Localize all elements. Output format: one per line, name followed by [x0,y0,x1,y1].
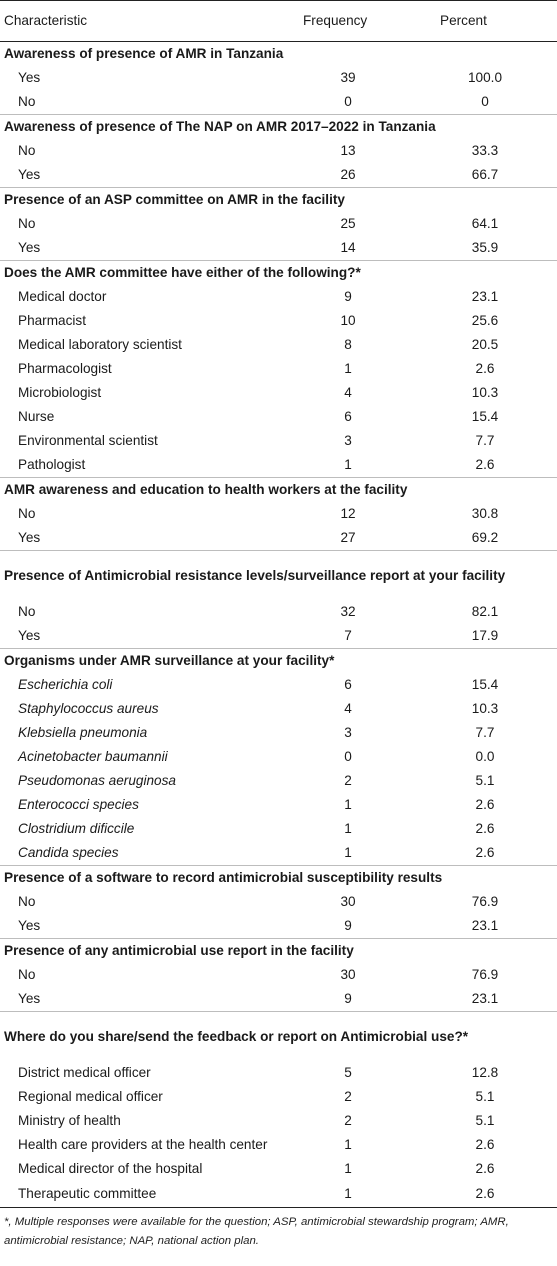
row-label: Medical director of the hospital [18,1161,203,1176]
row-percent: 100.0 [467,70,503,85]
table-row [0,624,557,649]
row-percent: 20.5 [471,337,499,352]
row-label: Ministry of health [18,1113,121,1128]
row-percent: 76.9 [471,967,499,982]
section-header-row [0,649,557,674]
row-frequency: 3 [344,725,352,740]
row-percent: 30.8 [471,506,499,521]
section-header-row [0,866,557,891]
section-title: Where do you share/send the feedback or report on Antimicrobial use?* [0,1012,557,1062]
row-frequency: 10 [340,313,356,328]
row-frequency: 1 [344,1137,352,1152]
section-header-row [0,1012,557,1062]
table-row [0,963,557,987]
table-row [0,333,557,357]
row-frequency: 4 [344,385,352,400]
section-header-row [0,115,557,140]
row-label: Yes [18,530,41,545]
row-frequency: 3 [344,433,352,448]
row-frequency: 6 [344,409,352,424]
row-percent: 76.9 [471,894,499,909]
row-frequency: 2 [344,1089,352,1104]
table-row [0,1061,557,1085]
row-label: Health care providers at the health center [18,1137,268,1152]
row-frequency: 9 [344,918,352,933]
row-frequency: 1 [344,821,352,836]
row-percent: 69.2 [471,530,499,545]
row-label: No [18,506,36,521]
table-row [0,987,557,1012]
table-row [0,1085,557,1109]
table-row [0,405,557,429]
row-percent: 0 [481,94,489,109]
table-row [0,1157,557,1181]
table-row [0,1133,557,1157]
row-label: Yes [18,167,41,182]
header-percent: Percent [413,1,557,42]
row-frequency: 1 [344,1161,352,1176]
row-frequency: 14 [340,240,356,255]
row-label: No [18,967,36,982]
table-row [0,769,557,793]
row-percent: 0.0 [475,749,495,764]
row-label: Yes [18,991,41,1006]
row-percent: 15.4 [471,409,499,424]
row-percent: 82.1 [471,604,499,619]
row-frequency: 1 [283,1181,413,1208]
row-label: No [18,604,36,619]
table-row [0,697,557,721]
section-title: Presence of a software to record antimicrobial susceptibility results [0,866,557,891]
row-percent: 2.6 [475,1137,495,1152]
row-percent: 2.6 [475,845,495,860]
row-percent: 5.1 [475,773,495,788]
section-header-row [0,261,557,286]
row-percent: 15.4 [471,677,499,692]
row-frequency: 6 [344,677,352,692]
section-header-row [0,188,557,213]
table-row [0,381,557,405]
row-frequency: 5 [344,1065,352,1080]
table-row [0,285,557,309]
row-frequency: 30 [340,967,356,982]
table-header [0,1,557,42]
table-row [0,793,557,817]
table-row [0,841,557,866]
row-label: Nurse [18,409,55,424]
row-label: Enterococci species [18,797,139,812]
row-label: No [18,143,36,158]
row-frequency: 1 [344,457,352,472]
row-percent: 7.7 [475,725,495,740]
header-row [0,1,557,42]
row-label: Yes [18,70,41,85]
row-label: No [18,216,36,231]
row-percent: 5.1 [475,1089,495,1104]
row-percent: 7.7 [475,433,495,448]
table-row [0,236,557,261]
row-frequency: 1 [344,797,352,812]
row-percent: 23.1 [471,991,499,1006]
row-frequency: 25 [340,216,356,231]
row-label: Pseudomonas aeruginosa [18,773,176,788]
section-header-row [0,551,557,601]
row-frequency: 13 [340,143,356,158]
row-percent: 2.6 [413,1181,557,1208]
section-title: Awareness of presence of AMR in Tanzania [4,46,284,61]
row-frequency: 7 [344,628,352,643]
table-row [0,163,557,188]
row-percent: 2.6 [475,457,495,472]
row-percent: 35.9 [471,240,499,255]
row-label: Staphylococcus aureus [18,701,159,716]
table-row [0,212,557,236]
table-row [0,745,557,769]
row-label: Pharmacologist [18,361,112,376]
row-label: Environmental scientist [18,433,158,448]
row-label: Yes [18,918,41,933]
row-percent: 10.3 [471,385,499,400]
row-label: Medical laboratory scientist [18,337,182,352]
table-footnote: *, Multiple responses were available for the question; ASP, antimicrobial stewardship program; AMR, antimicrobial resistance; NAP, national action plan. [4,1216,509,1247]
row-percent: 33.3 [471,143,499,158]
row-frequency: 1 [344,845,352,860]
section-title: AMR awareness and education to health workers at the facility [0,478,557,503]
row-frequency: 0 [344,94,352,109]
row-label: Escherichia coli [18,677,113,692]
row-label: Yes [18,240,41,255]
row-frequency: 0 [344,749,352,764]
section-header-row [0,42,557,67]
row-percent: 2.6 [475,821,495,836]
table-row [0,66,557,90]
row-label: Microbiologist [18,385,102,400]
row-percent: 23.1 [471,918,499,933]
row-percent: 2.6 [475,1161,495,1176]
table-row [0,1181,557,1208]
row-frequency: 27 [340,530,356,545]
row-percent: 10.3 [471,701,499,716]
row-label: Therapeutic committee [0,1181,283,1208]
table-row [0,673,557,697]
row-label: Yes [18,628,41,643]
table-row [0,1109,557,1133]
section-title: Organisms under AMR surveillance at your facility* [0,649,557,674]
table-row [0,90,557,115]
row-frequency: 4 [344,701,352,716]
row-frequency: 2 [344,1113,352,1128]
row-frequency: 9 [344,289,352,304]
table-row [0,309,557,333]
table-row [0,721,557,745]
table-row [0,357,557,381]
table-row [0,453,557,478]
row-label: Clostridium dificcile [18,821,135,836]
header-characteristic: Characteristic [0,1,283,42]
row-label: Acinetobacter baumannii [18,749,168,764]
row-frequency: 9 [344,991,352,1006]
row-percent: 5.1 [475,1113,495,1128]
row-percent: 12.8 [471,1065,499,1080]
table-row [0,139,557,163]
row-label: Candida species [18,845,119,860]
row-label: Regional medical officer [18,1089,163,1104]
row-frequency: 12 [340,506,356,521]
row-percent: 17.9 [471,628,499,643]
section-title: Awareness of presence of The NAP on AMR 2017–2022 in Tanzania [0,115,557,140]
table-row [0,502,557,526]
row-label: No [18,894,36,909]
table-row [0,890,557,914]
row-percent: 66.7 [471,167,499,182]
section-title: Presence of any antimicrobial use report in the facility [0,939,557,964]
table-row [0,526,557,551]
table-row [0,914,557,939]
section-header-row [0,939,557,964]
row-percent: 2.6 [475,797,495,812]
section-title: Presence of Antimicrobial resistance levels/surveillance report at your facility [0,551,557,601]
row-frequency: 2 [344,773,352,788]
row-percent: 2.6 [475,361,495,376]
row-label: No [18,94,36,109]
row-frequency: 32 [340,604,356,619]
table-row [0,429,557,453]
table-row [0,817,557,841]
table-row [0,600,557,624]
row-frequency: 30 [340,894,356,909]
row-frequency: 8 [344,337,352,352]
row-frequency: 1 [344,361,352,376]
row-percent: 25.6 [471,313,499,328]
row-label: Klebsiella pneumonia [18,725,148,740]
row-percent: 64.1 [471,216,499,231]
section-title: Does the AMR committee have either of the following?* [0,261,557,286]
header-frequency: Frequency [283,1,413,42]
row-label: Medical doctor [18,289,107,304]
section-header-row [0,478,557,503]
row-label: District medical officer [18,1065,151,1080]
row-label: Pharmacist [18,313,86,328]
row-frequency: 26 [340,167,356,182]
table-body [0,42,557,1208]
section-title: Presence of an ASP committee on AMR in the facility [0,188,557,213]
row-percent: 23.1 [471,289,499,304]
row-label: Pathologist [18,457,86,472]
row-frequency: 39 [340,70,356,85]
